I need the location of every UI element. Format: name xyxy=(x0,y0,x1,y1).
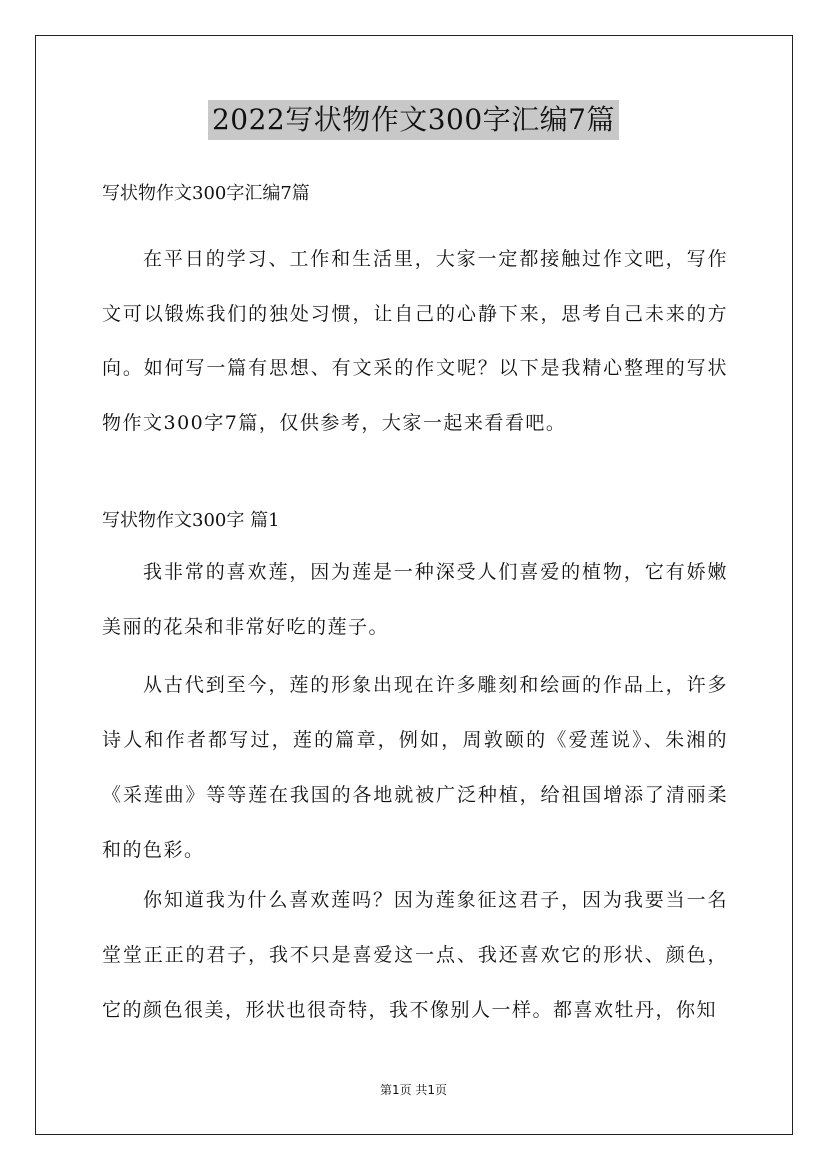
section-paragraph: 你知道我为什么喜欢莲吗？因为莲象征这君子，因为我要当一名堂堂正正的君子，我不只是喜爱这一点、我还喜欢它的形状、颜色，它的颜色很美，形状也很奇特，我不像别人一样。都喜欢牡丹，你知 xyxy=(102,889,728,1021)
document-title: 2022写状物作文300字汇编7篇 xyxy=(208,100,619,140)
section-paragraph: 从古代到至今，莲的形象出现在许多雕刻和绘画的作品上，许多诗人和作者都写过，莲的篇章，例如，周敦颐的《爱莲说》、朱湘的《采莲曲》等等莲在我国的各地就被广泛种植，给祖国增添了清丽柔和的色彩。 xyxy=(102,674,728,861)
section-paragraph: 我非常的喜欢莲，因为莲是一种深受人们喜爱的植物，它有娇嫩美丽的花朵和非常好吃的莲子。 xyxy=(102,561,728,638)
document-subtitle: 写状物作文300字汇编7篇 xyxy=(102,183,310,204)
page-footer: 第1页 共1页 xyxy=(379,1083,448,1097)
section-heading: 写状物作文300字 篇1 xyxy=(102,510,280,531)
title-container xyxy=(0,100,827,140)
intro-paragraph: 在平日的学习、工作和生活里，大家一定都接触过作文吧，写作文可以锻炼我们的独处习惯，让自己的心静下来，思考自己未来的方向。如何写一篇有思想、有文采的作文呢？以下是我精心整理的写状物作文300字7篇，仅供参考，大家一起来看看吧。 xyxy=(102,248,728,435)
